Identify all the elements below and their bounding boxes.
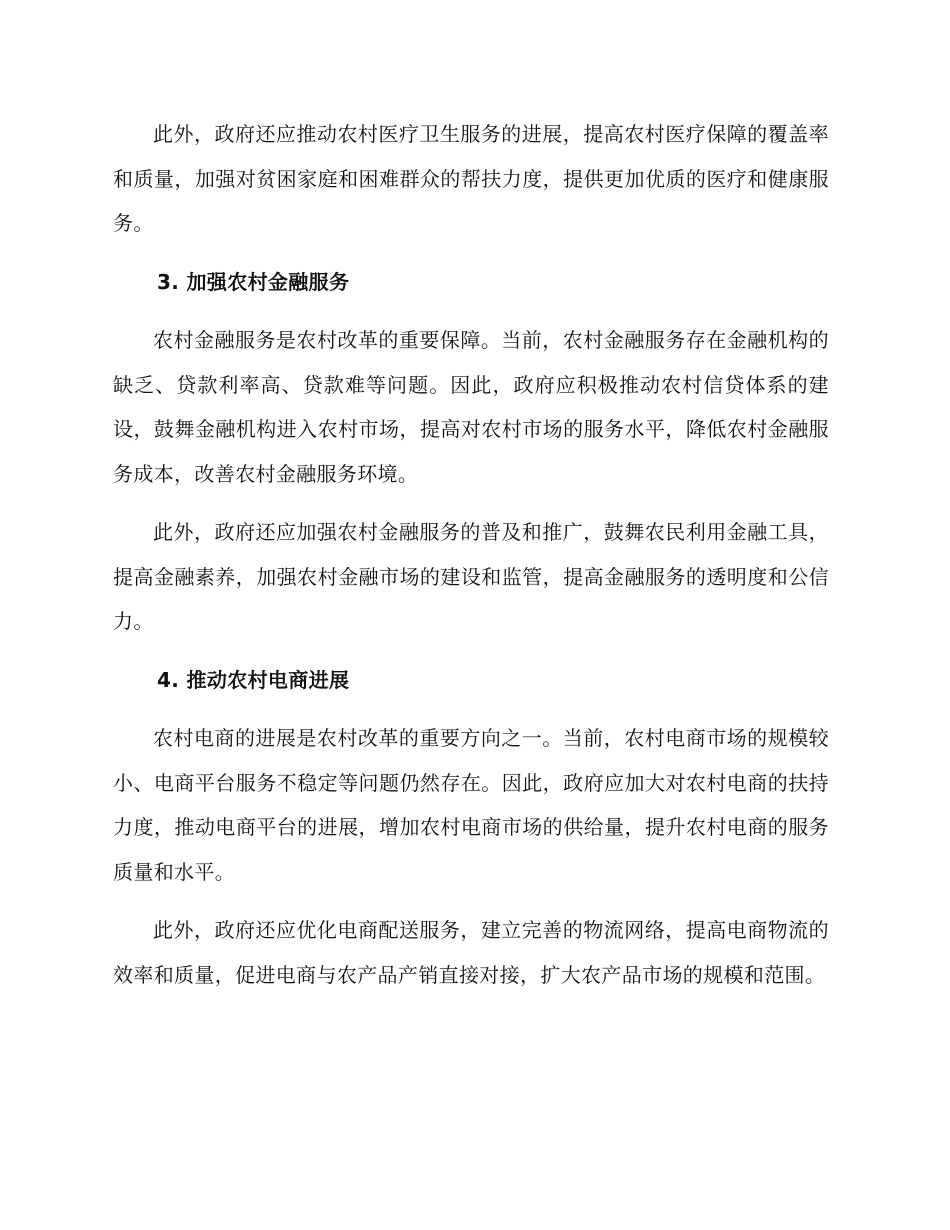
section-heading-rural-finance: 3. 加强农村金融服务 (157, 269, 350, 294)
paragraph-ecommerce-problems: 农村电商的进展是农村改革的重要方向之一。当前，农村电商市场的规模较小、电商平台服务不稳定等问题仍然存在。因此，政府应加大对农村电商的扶持力度，推动电商平台的进展，增加农村电商市场的供给量，提升农村电商的服务质量和水平。 (113, 726, 829, 884)
paragraph-finance-promotion: 此外，政府还应加强农村金融服务的普及和推广，鼓舞农民利用金融工具，提高金融素养，加强农村金融市场的建设和监管，提高金融服务的透明度和公信力。 (113, 520, 829, 633)
paragraph-medical-services: 此外，政府还应推动农村医疗卫生服务的进展，提高农村医疗保障的覆盖率和质量，加强对贫困家庭和困难群众的帮扶力度，提供更加优质的医疗和健康服务。 (113, 122, 829, 235)
section-heading-rural-ecommerce: 4. 推动农村电商进展 (157, 667, 350, 692)
paragraph-ecommerce-logistics: 此外，政府还应优化电商配送服务，建立完善的物流网络，提高电商物流的效率和质量，促进电商与农产品产销直接对接，扩大农产品市场的规模和范围。 (113, 918, 829, 987)
document-body (113, 112, 829, 1011)
paragraph-finance-problems: 农村金融服务是农村改革的重要保障。当前，农村金融服务存在金融机构的缺乏、贷款利率高、贷款难等问题。因此，政府应积极推动农村信贷体系的建设，鼓舞金融机构进入农村市场，提高对农村市场的服务水平，降低农村金融服务成本，改善农村金融服务环境。 (113, 328, 829, 486)
